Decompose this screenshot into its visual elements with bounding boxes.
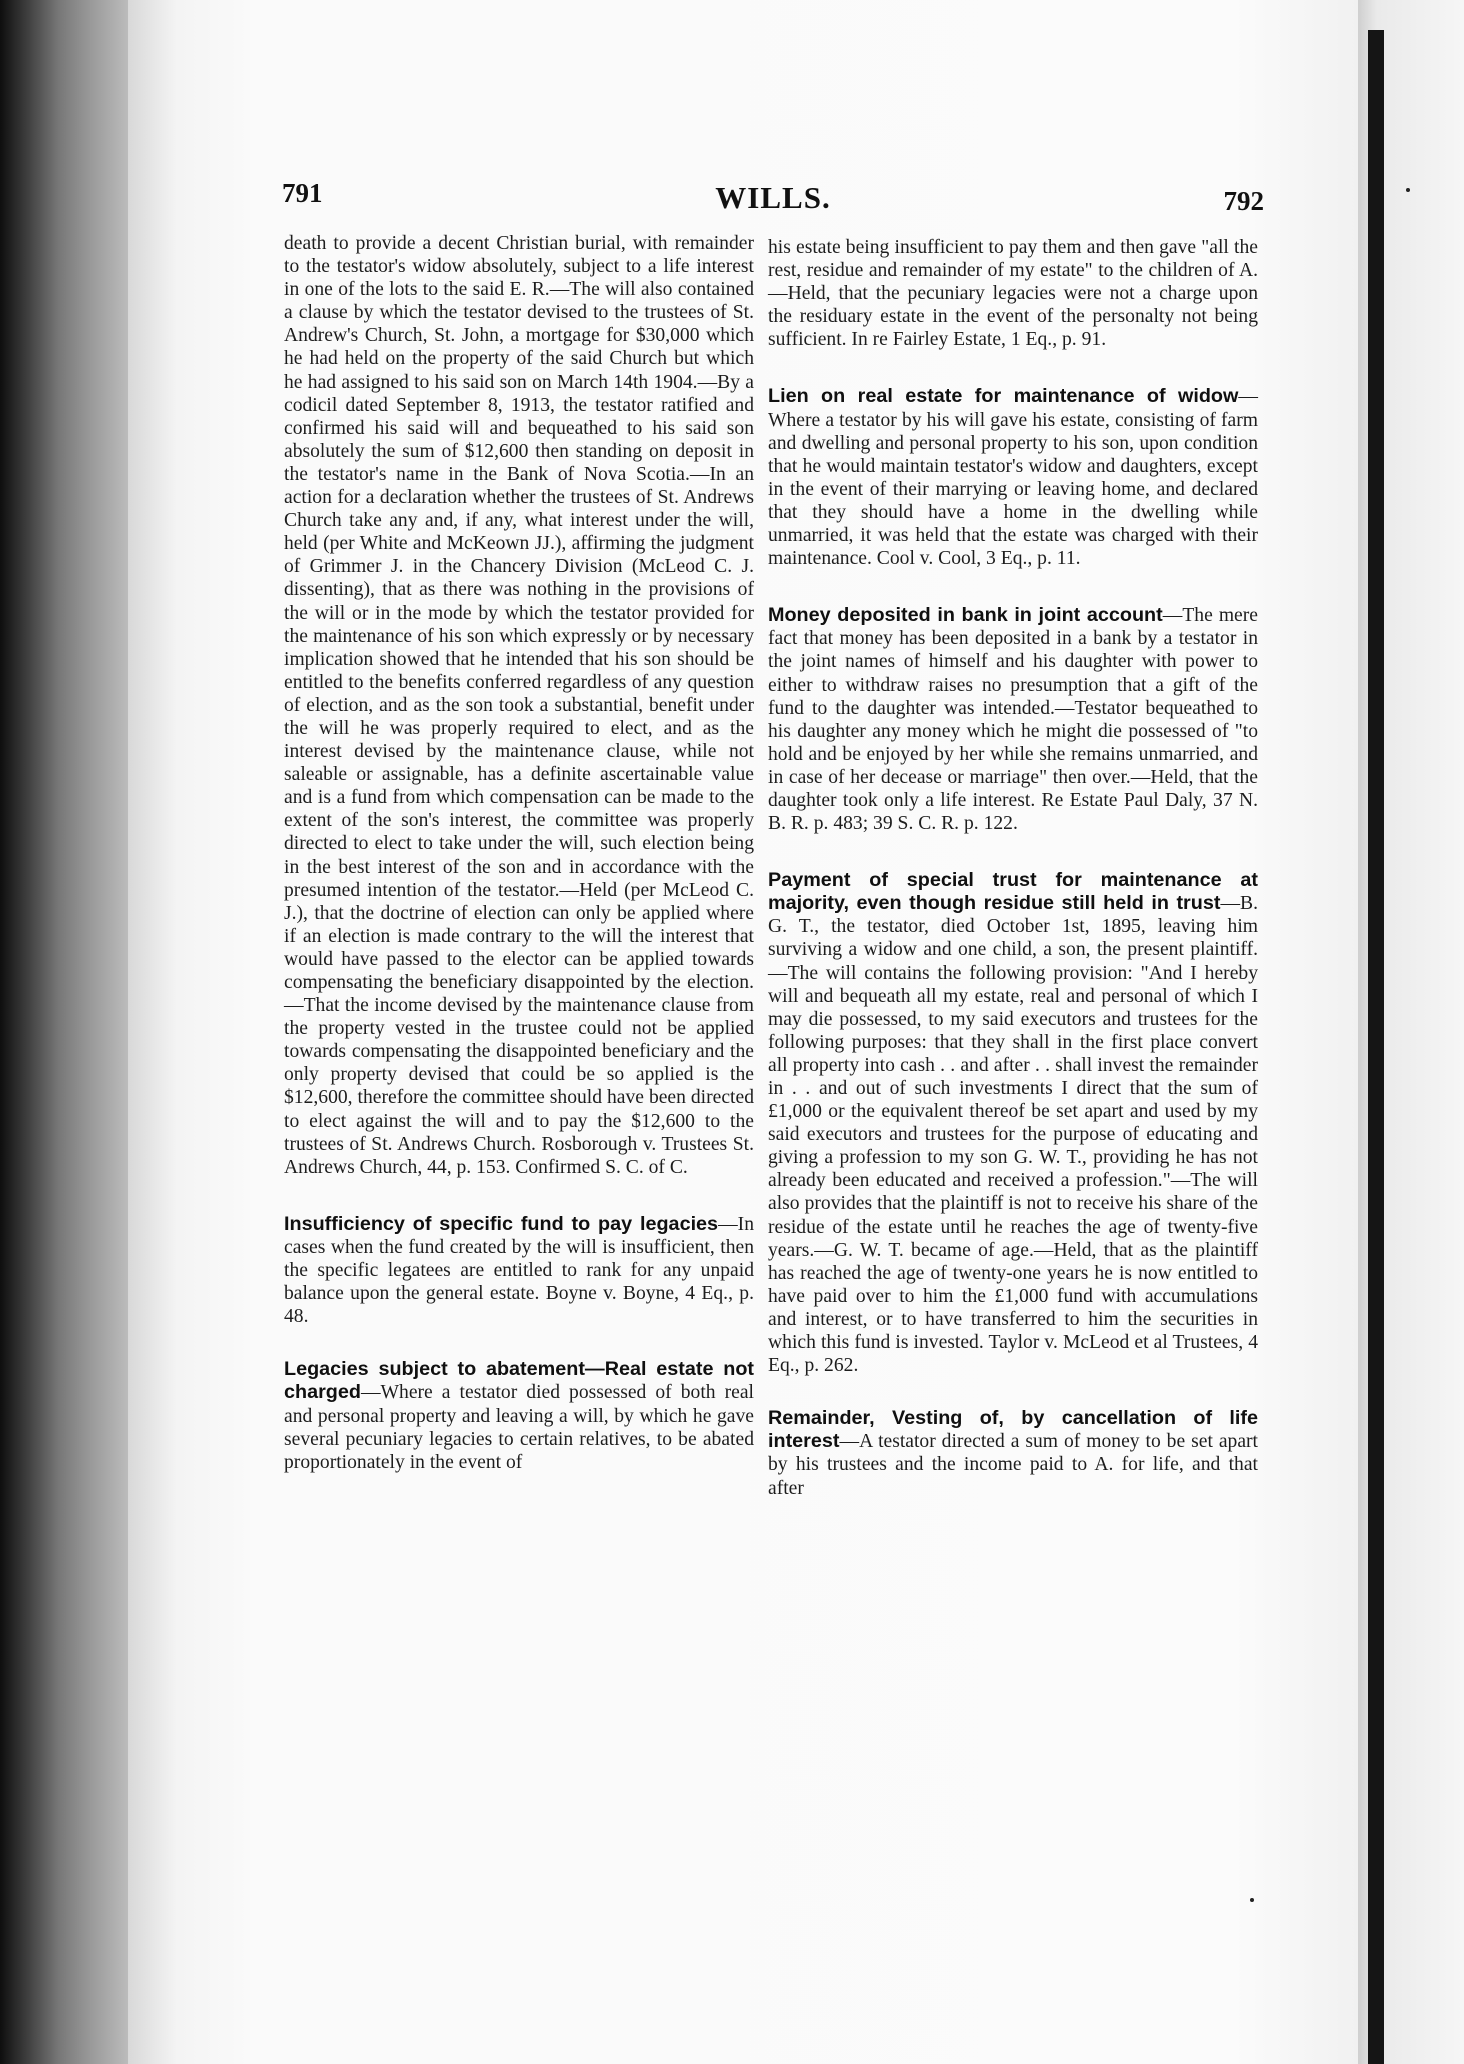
heading-abatement: Legacies subject to abatement—Real estate not charged bbox=[284, 1358, 754, 1404]
paragraph-money-deposited bbox=[768, 604, 1258, 835]
paragraph-remainder bbox=[768, 1407, 1258, 1499]
paragraph-fairley: his estate being insufficient to pay them and then gave "all the rest, residue and remainder of my estate" to the children of A.—Held, that the pecuniary legacies were not a charge upon the residuary estate in the event of the personalty not being sufficient. In re Fairley Estate, 1 Eq., p. 91. bbox=[768, 237, 1258, 351]
paragraph-insufficiency bbox=[284, 1213, 754, 1328]
heading-lien: Lien on real estate for maintenance of widow bbox=[768, 385, 1239, 408]
body-remainder: —A testator directed a sum of money to be set apart by his trustees and the income paid to A. for life, and that after bbox=[768, 1431, 1258, 1499]
body-special-trust: —B. G. T., the testator, died October 1st, 1895, leaving him surviving a widow and one child, a son, the present plaintiff.—The will contains the following provision: "And I hereby will and bequeath all my estate, real and personal of which I may die possessed, to my said executors and trustees for the following purposes: that they shall in the first place convert all property into cash . . and after . . shall invest the remainder in . . and out of such investments I direct that the sum of £1,000 or the equivalent thereof be set apart and used by my said executors and trustees for the purpose of educating and giving a profession to my son G. W. T., providing he has not already been educated and received a profession."—The will also provides that the plaintiff is not to receive his share of the residue of the estate until he reaches the age of twenty-five years.—G. W. T. became of age.—Held, that as the plaintiff has reached the age of twenty-one years he is now entitled to have paid over to him the £1,000 fund with accumulations and interest, or to have transferred to him the securities in which this fund is invested. Taylor v. McLeod et al Trustees, 4 Eq., p. 262. bbox=[768, 893, 1258, 1377]
heading-insufficiency: Insufficiency of specific fund to pay legacies bbox=[284, 1212, 719, 1235]
paragraph-special-trust bbox=[768, 869, 1258, 1377]
right-column bbox=[768, 236, 1258, 1500]
book-gutter-left bbox=[0, 0, 130, 2064]
body-abatement: —Where a testator died possessed of both real and personal property and leaving a will, by which he gave several pecuniary legacies to certain relatives, to be abated proportionately in the event of bbox=[284, 1382, 754, 1473]
ink-speck bbox=[1250, 1898, 1254, 1902]
running-head: WILLS. bbox=[715, 180, 831, 215]
page-edge-shadow bbox=[1368, 30, 1384, 2064]
body-insufficiency: —In cases when the fund created by the will is insufficient, then the specific legatees are entitled to rank for any unpaid balance upon the general estate. Boyne v. Boyne, 4 Eq., p. 48. bbox=[284, 1213, 754, 1328]
left-page-number: 791 bbox=[282, 178, 323, 208]
left-column bbox=[284, 232, 754, 1474]
ink-speck bbox=[1406, 188, 1410, 192]
heading-remainder: Remainder, Vesting of, by cancellation of life interest bbox=[768, 1407, 1258, 1453]
heading-money-deposited: Money deposited in bank in joint account bbox=[768, 604, 1163, 627]
heading-special-trust: Payment of special trust for maintenance at majority, even though residue still held in trust bbox=[768, 869, 1258, 915]
paragraph-rosborough: death to provide a decent Christian burial, with remainder to the testator's widow absolutely, subject to a life interest in one of the lots to the said E. R.—The will also contained a clause by which the testator devised to the trustees of St. Andrew's Church, St. John, a mortgage for $30,000 which he had held on the property of the said Church but which he had assigned to his said son on March 14th 1904.—By a codicil dated September 8, 1913, the testator ratified and confirmed his said will and bequeathed to his said son absolutely the sum of $12,600 then standing on deposit in the testator's name in the Bank of Nova Scotia.—In an action for a declaration whether the trustees of St. Andrews Church take any and, if any, what interest under the will, held (per White and McKeown JJ.), affirming the judgment of Grimmer J. in the Chancery Division (McLeod C. J. dissenting), that as there was nothing in the provisions of the will or in the mode by which the testator provided for the maintenance of his son which expressly or by necessary implication showed that he intended that his son should be entitled to the benefits conferred regardless of any question of election, and as the son took a substantial, benefit under the will he was properly required to elect, and as the interest devised by the maintenance clause, while not saleable or assignable, has a definite ascertainable value and is a fund from which compensation can be made to the extent of the son's interest, the committee was properly directed to elect to take under the will, such election being in the best interest of the son and in accordance with the presumed intention of the testator.—Held (per McLeod C. J.), that the doctrine of election can only be applied where if an election is made contrary to the will the interest that would have passed to the elector can be applied towards compensating the beneficiary disappointed by the election.—That the income devised by the maintenance clause from the property vested in the trustee could not be applied towards compensating the disappointed beneficiary and the only property devised that could be so applied is the $12,600, therefore the committee should have been directed to elect against the will and to pay the $12,600 to the trustees of St. Andrews Church. Rosborough v. Trustees St. Andrews Church, 44, p. 153. Confirmed S. C. of C. bbox=[284, 233, 754, 1178]
right-page-number: 792 bbox=[1223, 186, 1264, 216]
paragraph-abatement bbox=[284, 1358, 754, 1473]
book-edge-right bbox=[1358, 0, 1464, 2064]
body-money-deposited: —The mere fact that money has been deposited in a bank by a testator in the joint names of himself and his daughter with power to either to withdraw raises no presumption that a gift of the fund to the daughter was intended.—Testator bequeathed to his daughter any money which he might die possessed of "to hold and be enjoyed by her while she remains unmarried, and in case of her decease or marriage" then over.—Held, that the daughter took only a life interest. Re Estate Paul Daly, 37 N. B. R. p. 483; 39 S. C. R. p. 122. bbox=[768, 605, 1258, 835]
paragraph-lien bbox=[768, 385, 1258, 570]
page-header bbox=[282, 178, 1264, 224]
body-lien: —Where a testator by his will gave his estate, consisting of farm and dwelling and personal property to his son, upon condition that he would maintain testator's widow and daughters, except in the event of their marrying or leaving home, and declared that they should have a home in the dwelling while unmarried, it was held that the estate was charged with their maintenance. Cool v. Cool, 3 Eq., p. 11. bbox=[768, 386, 1258, 570]
